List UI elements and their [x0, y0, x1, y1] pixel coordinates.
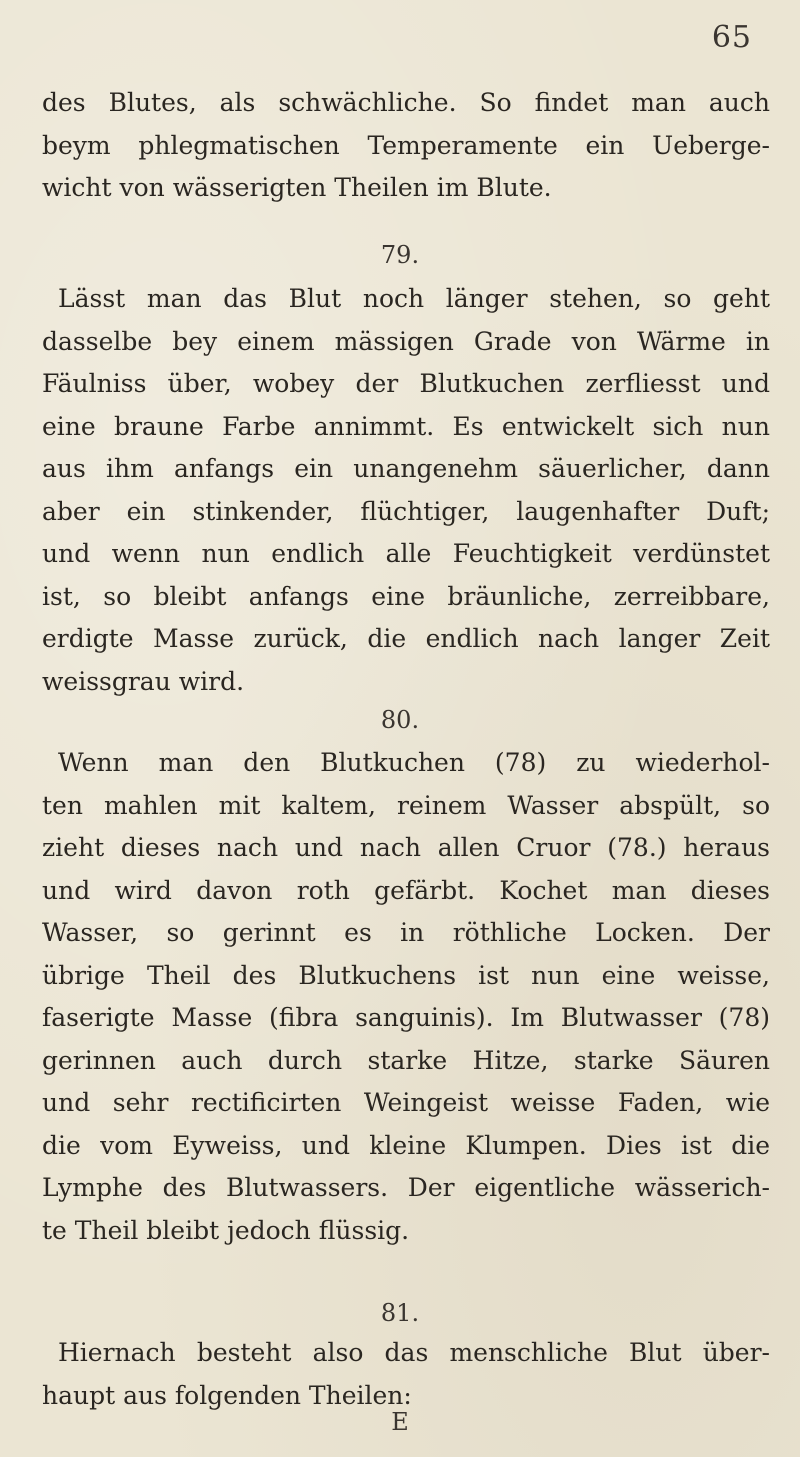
text-line: aus ihm anfangs ein unangenehm säuerlicher, dann — [42, 454, 770, 483]
text-line: und sehr rectificirten Weingeist weisse Faden, wie — [42, 1088, 770, 1117]
text-line: dasselbe bey einem mässigen Grade von Wärme in — [42, 326, 770, 356]
text-line: te Theil bleibt jedoch flüssig. — [42, 1215, 410, 1245]
text-line: weissgrau wird. — [42, 666, 245, 696]
text-line: zieht dieses nach und nach allen Cruor (78.) heraus — [42, 833, 770, 862]
text-line: wicht von wässerigten Theilen im Blute. — [42, 173, 552, 202]
text-line: gerinnen auch durch starke Hitze, starke Säuren — [42, 1045, 770, 1075]
text-line: eine braune Farbe annimmt. Es entwickelt sich nun — [42, 411, 770, 441]
text-line: Fäulniss über, wobey der Blutkuchen zerfliesst und — [42, 369, 770, 398]
paragraph-continuation — [42, 82, 770, 210]
page-number: 65 — [711, 20, 752, 55]
paragraph-79 — [42, 278, 770, 703]
text-line: ten mahlen mit kaltem, reinem Wasser abspült, so — [42, 790, 770, 820]
text-line: haupt aus folgenden Theilen: — [42, 1380, 412, 1410]
text-line: aber ein stinkender, flüchtiger, laugenhafter Duft; — [42, 496, 770, 526]
text-line: Lymphe des Blutwassers. Der eigentliche wässerich- — [42, 1173, 770, 1202]
paragraph-81 — [42, 1332, 770, 1417]
text-line: beym phlegmatischen Temperamente ein Ueberge- — [42, 130, 770, 160]
text-line: die vom Eyweiss, und kleine Klumpen. Dies ist die — [42, 1130, 770, 1160]
text-line: und wird davon roth gefärbt. Kochet man dieses — [42, 875, 770, 905]
text-line: und wenn nun endlich alle Feuchtigkeit verdünstet — [42, 539, 770, 568]
text-line: übrige Theil des Blutkuchens ist nun eine weisse, — [42, 960, 770, 990]
text-line: des Blutes, als schwächliche. So findet man auch — [42, 88, 770, 117]
paragraph-80 — [42, 742, 770, 1252]
section-number-79: 79. — [380, 241, 420, 269]
text-line: erdigte Masse zurück, die endlich nach langer Zeit — [42, 624, 770, 653]
text-line: Hiernach besteht also das menschliche Blut über- — [58, 1338, 770, 1367]
section-number-80: 80. — [380, 706, 420, 734]
section-number-81: 81. — [380, 1299, 420, 1327]
signature-mark: E — [391, 1408, 409, 1436]
text-line: faserigte Masse (fibra sanguinis). Im Blutwasser (78) — [42, 1003, 770, 1032]
text-line: Wasser, so gerinnt es in röthliche Locken. Der — [42, 918, 770, 947]
text-line: ist, so bleibt anfangs eine bräunliche, zerreibbare, — [42, 581, 770, 611]
text-line: Lässt man das Blut noch länger stehen, so geht — [58, 284, 770, 313]
text-line: Wenn man den Blutkuchen (78) zu wiederhol- — [58, 748, 770, 777]
